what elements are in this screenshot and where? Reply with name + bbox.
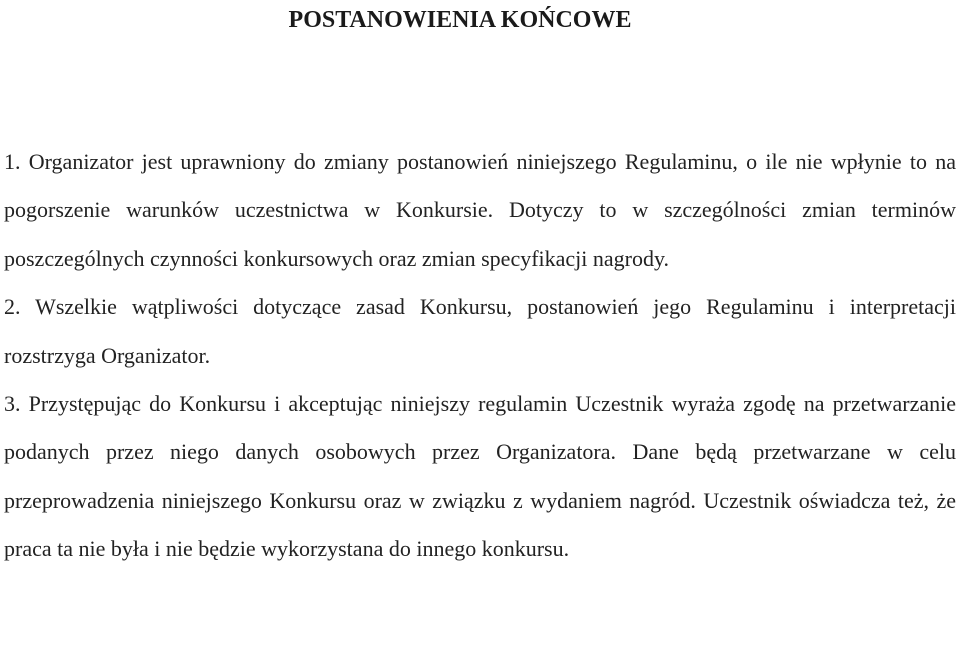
paragraph-3: 3. Przystępując do Konkursu i akceptując niniejszy regulamin Uczestnik wyraża zgodę na przetwarzanie podanych przez niego danych osobowych przez Organizatora. Dane będą przetwarzane w celu przeprowadzenia niniejszego Konkursu oraz w związku z wydaniem nagród. Uczestnik oświadcza też, że praca ta nie była i nie będzie wykorzystana do innego konkursu. bbox=[4, 391, 956, 562]
paragraph-2: 2. Wszelkie wątpliwości dotyczące zasad Konkursu, postanowień jego Regulaminu i interpretacji rozstrzyga Organizator. bbox=[4, 294, 956, 368]
paragraph-1: 1. Organizator jest uprawniony do zmiany postanowień niniejszego Regulaminu, o ile nie wpłynie to na pogorszenie warunków uczestnictwa w Konkursie. Dotyczy to w szczególności zmian terminów poszczególnych czynności konkursowych oraz zmian specyfikacji nagrody. bbox=[4, 149, 956, 271]
document-title: POSTANOWIENIA KOŃCOWE bbox=[288, 7, 632, 33]
document-body bbox=[4, 138, 956, 574]
